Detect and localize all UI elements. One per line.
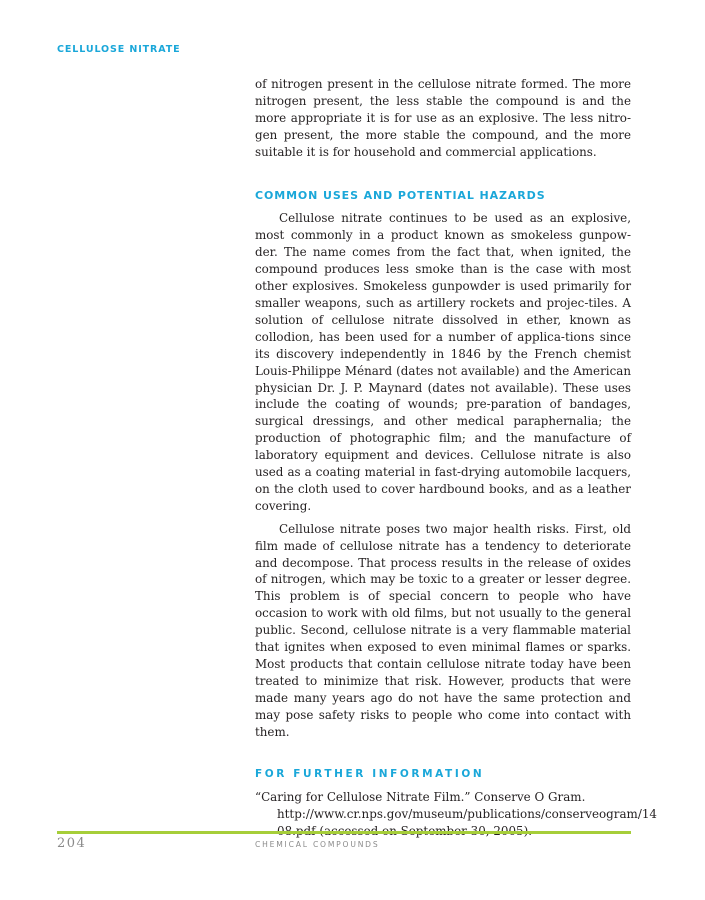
section-heading-common-uses: COMMON USES AND POTENTIAL HAZARDS — [255, 188, 546, 202]
section-heading-further-information: FOR FURTHER INFORMATION — [255, 767, 485, 780]
running-head: CELLULOSE NITRATE — [57, 44, 181, 55]
reference-entry: “Caring for Cellulose Nitrate Film.” Conserve O Gram. http://www.cr.nps.gov/museum/publications/conserveogram/14 — [255, 790, 657, 822]
page-number: 204 — [57, 836, 87, 851]
intro-paragraph: of nitrogen present in the cellulose nitrate formed. The more nitrogen present, the less stable the compound is and the more appropriate it is for use as an explosive. The less nitro-gen present, the more stable the compound, and the more suitable it is for household and commercial applications. — [255, 77, 631, 159]
footer-rule — [57, 831, 631, 834]
body-paragraph: Cellulose nitrate poses two major health risks. First, old film made of cellulose nitrate has a tendency to deteriorate and decompose. That process results in the release of oxides of nitrogen, which may be toxic to a greater or lesser degree. This problem is of special concern to people who have occasion to work with old films, but not usually to the general public. Second, cellulose nitrate is a very flammable material that ignites when exposed to even minimal flames or sparks. Most products that contain cellulose nitrate today have been treated to minimize that risk. However, products that were made many years ago do not have the same protection and may pose safety risks to people who come into contact with them. — [255, 521, 631, 739]
book-title: CHEMICAL COMPOUNDS — [255, 840, 380, 849]
body-paragraph: Cellulose nitrate continues to be used as an explosive, most commonly in a product known as smokeless gunpow-der. The name comes from the fact that, when ignited, the compound produces less smoke than is the case with most other explosives. Smokeless gunpowder is used primarily for smaller weapons, such as artillery rockets and projec-tiles. A solution of cellulose nitrate dissolved in ether, known as collodion, has been used for a number of applica-tions since its discovery independently in 1846 by the French chemist Louis-Philippe Ménard (dates not available) and the American physician Dr. J. P. Maynard (dates not available). These uses include the coating of wounds; pre-paration of bandages, surgical dressings, and other medical paraphernalia; the production of photographic film; and the manufacture of laboratory equipment and devices. Cellulose nitrate is also used as a coating material in fast-drying automobile lacquers, on the cloth used to cover hardbound books, and as a leather covering. — [255, 211, 631, 513]
main-column — [255, 76, 657, 840]
